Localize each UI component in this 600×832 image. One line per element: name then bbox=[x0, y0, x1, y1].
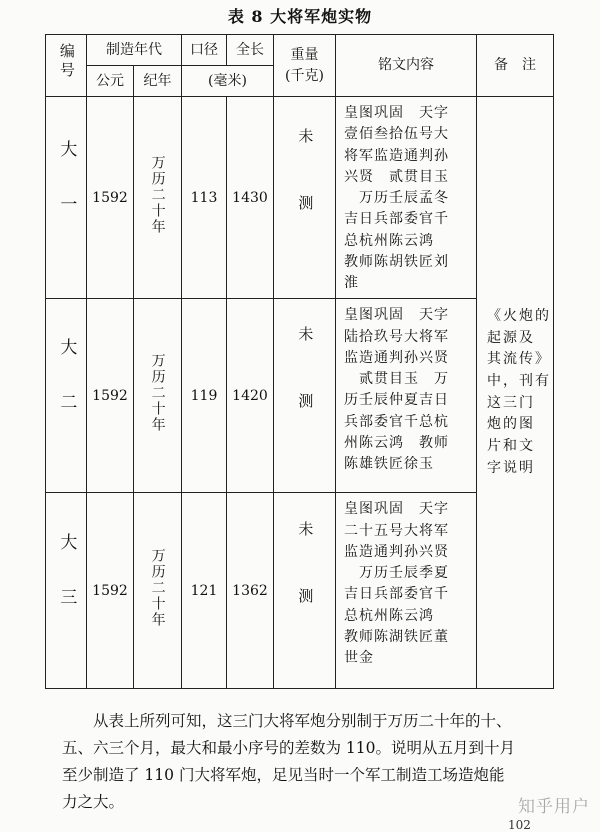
row-id: 大三 bbox=[46, 493, 87, 689]
row-id: 大二 bbox=[46, 299, 87, 493]
header-inscription: 铭文内容 bbox=[336, 35, 477, 97]
header-length: 全长 bbox=[227, 35, 274, 66]
page-number: 102 bbox=[508, 818, 531, 832]
header-ad: 公元 bbox=[87, 66, 134, 97]
cannon-table bbox=[45, 34, 554, 689]
row-weight: 未测 bbox=[274, 299, 336, 493]
row-inscription: 皇图巩固 天字 二十五号大将军 监造通判孙兴贤 万历壬辰季夏 吉日兵部委官千 总杭州陈云鸿 教师陈湖铁匠董 世金 bbox=[336, 493, 477, 689]
watermark: 知乎用户 bbox=[518, 797, 590, 817]
row-ad: 1592 bbox=[87, 97, 134, 299]
row-era: 万历二十年 bbox=[134, 299, 182, 493]
header-caliber: 口径 bbox=[182, 35, 227, 66]
remark-cell: 《火炮的 起源及 其流传》 中，刊有 这三门 炮的图 片和文 字说明 bbox=[477, 97, 554, 689]
row-length: 1430 bbox=[227, 97, 274, 299]
row-weight: 未测 bbox=[274, 493, 336, 689]
table-title: 表 8 大将军炮实物 bbox=[227, 7, 373, 26]
row-ad: 1592 bbox=[87, 299, 134, 493]
row-ad: 1592 bbox=[87, 493, 134, 689]
row-id: 大一 bbox=[46, 97, 87, 299]
row-weight: 未测 bbox=[274, 97, 336, 299]
row-length: 1420 bbox=[227, 299, 274, 493]
header-era: 纪年 bbox=[134, 66, 182, 97]
body-paragraph: 从表上所列可知，这三门大将军炮分别制于万历二十年的十、 五、六三个月，最大和最小序号的差数为 110。说明从五月到十月 至少制造了 110 门大将军炮，足见当时一个军工制造工场造炮能 力之大。 bbox=[62, 712, 516, 811]
row-era: 万历二十年 bbox=[134, 97, 182, 299]
header-date-group: 制造年代 bbox=[87, 35, 182, 66]
header-row-1 bbox=[46, 35, 554, 66]
row-inscription: 皇图巩固 天字 壹佰叁拾伍号大 将军监造通判孙 兴贤 贰贯目玉 万历壬辰孟冬 吉日兵部委官千 总杭州陈云鸿 教师陈胡铁匠刘 淮 bbox=[336, 97, 477, 299]
row-caliber: 119 bbox=[182, 299, 227, 493]
row-inscription: 皇图巩固 天字 陆拾玖号大将军 监造通判孙兴贤 贰贯目玉 万 历壬辰仲夏吉日 兵部委官千总杭 州陈云鸿 教师 陈雄铁匠徐玉 bbox=[336, 299, 477, 493]
row-caliber: 113 bbox=[182, 97, 227, 299]
header-remark: 备 注 bbox=[477, 35, 554, 97]
row-era: 万历二十年 bbox=[134, 493, 182, 689]
row-length: 1362 bbox=[227, 493, 274, 689]
row-caliber: 121 bbox=[182, 493, 227, 689]
header-id: 编号 bbox=[46, 35, 87, 97]
header-weight: 重量 (千克) bbox=[274, 35, 336, 97]
header-unit: (毫米) bbox=[182, 66, 274, 97]
table-row bbox=[46, 97, 554, 299]
